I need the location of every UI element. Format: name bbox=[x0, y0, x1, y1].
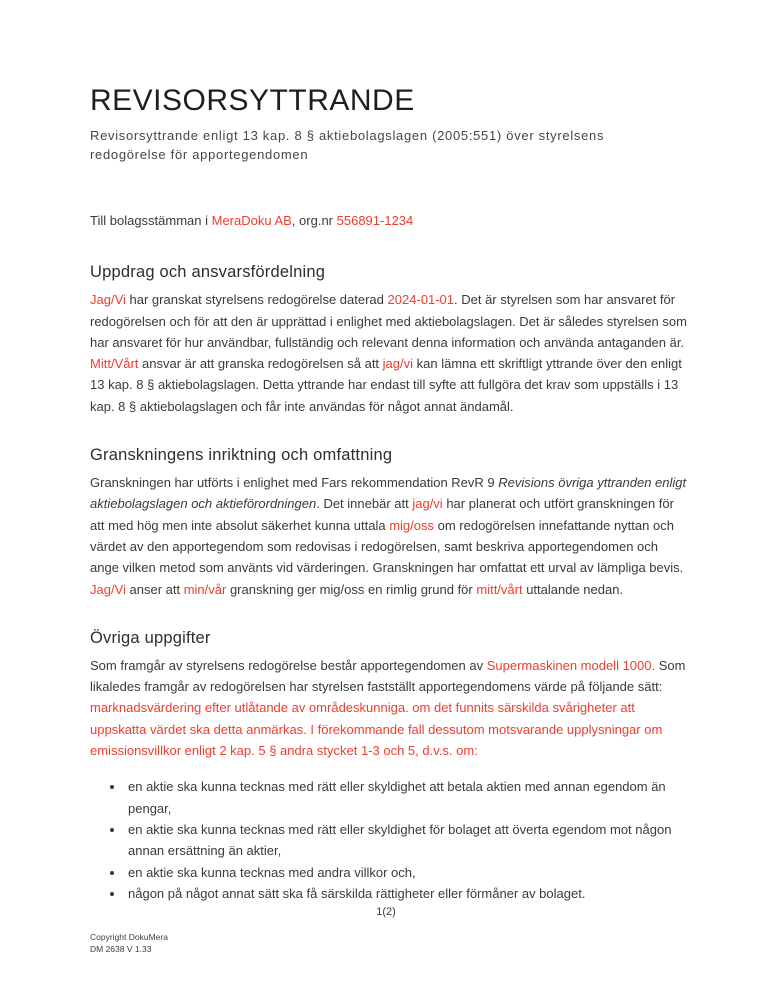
text-run: en aktie ska kunna tecknas med rätt eller skyldighet för bolaget att överta egendom mot någon annan ersättning än aktier, bbox=[128, 821, 672, 859]
text-run: anser att bbox=[125, 581, 184, 597]
text-run: Revisions övriga yttranden enligt aktiebolagslagen och aktieförordningen bbox=[90, 475, 687, 512]
list-item bbox=[125, 776, 688, 819]
text-run: kan lämna ett skriftligt yttrande över den enligt 13 kap. 8 § aktiebolagslagen. Detta yttrande har endast till syfte att fullgöra det krav som uppställs i 13 kap. 8 § aktiebolagslagen och får inte användas för något annat ändamål. bbox=[90, 356, 682, 414]
section-granskning bbox=[90, 446, 688, 600]
text-run: jag/vi bbox=[382, 356, 414, 372]
text-run: . Det är styrelsen som har ansvaret för redogörelsen och för att den är upprättad i enlighet med aktiebolagslagen. Det är således styrelsen som har ansvaret för hur användbar, fullständig och relevant denna information och använda antaganden är. bbox=[90, 292, 687, 350]
text-run: 2024-01-01 bbox=[387, 292, 454, 308]
text-run: Som framgår av styrelsens redogörelse består apportegendomen av bbox=[90, 657, 487, 673]
text-run: en aktie ska kunna tecknas med rätt eller skyldighet att betala aktien med annan egendom än pengar, bbox=[128, 779, 666, 816]
list-item bbox=[125, 883, 688, 904]
text-run: Granskningen har utförts i enlighet med Fars rekommendation RevR 9 bbox=[90, 475, 499, 491]
text-run: Till bolagsstämman i bbox=[90, 212, 212, 228]
text-run: 556891-1234 bbox=[336, 212, 414, 228]
text-run: jag/vi bbox=[412, 496, 443, 512]
paragraph-ovriga bbox=[90, 655, 688, 761]
text-run: om redogörelsen innefattande nyttan och värdet av den apportegendom som redovisas i redogörelsen, samt beskriva apportegendomen och ange vilken metod som använts vid värderingen. Granskningen har omfattat ett urval av lämpliga bevis. bbox=[90, 517, 684, 576]
section-uppdrag bbox=[90, 263, 688, 417]
document-title: REVISORSYTTRANDE bbox=[90, 84, 415, 117]
document-subtitle: Revisorsyttrande enligt 13 kap. 8 § aktiebolagslagen (2005:551) över styrelsens redogörelse för apportegendomen bbox=[90, 127, 605, 162]
document-body bbox=[90, 84, 688, 904]
section-heading-granskning: Granskningens inriktning och omfattning bbox=[90, 446, 393, 465]
text-run: . Det innebär att bbox=[316, 496, 413, 512]
text-run: någon på något annat sätt ska få särskilda rättigheter eller förmåner av bolaget. bbox=[128, 885, 586, 901]
text-run: , org.nr bbox=[291, 212, 337, 228]
text-run: Jag/Vi bbox=[90, 292, 126, 308]
section-heading-uppdrag: Uppdrag och ansvarsfördelning bbox=[90, 263, 326, 282]
conditions-list bbox=[90, 776, 688, 904]
text-run: Supermaskinen modell 1000. bbox=[486, 657, 656, 673]
footer-copyright: Copyright DokuMera bbox=[90, 932, 168, 942]
text-run: ansvar är att granska redogörelsen så att bbox=[138, 356, 383, 372]
footer-doc-id: DM 2638 V 1.33 bbox=[90, 944, 152, 955]
document-footer bbox=[90, 931, 168, 956]
text-run: har planerat och utfört granskningen för att med hög men inte absolut säkerhet kunna uttala bbox=[90, 496, 674, 533]
text-run: en aktie ska kunna tecknas med andra villkor och, bbox=[128, 864, 416, 880]
text-run: uttalande nedan. bbox=[522, 581, 624, 597]
text-run: mig/oss bbox=[389, 517, 434, 533]
section-heading-ovriga: Övriga uppgifter bbox=[90, 628, 211, 647]
page-number: 1(2) bbox=[376, 906, 396, 918]
text-run: Mitt/Vårt bbox=[90, 356, 139, 372]
salutation-line bbox=[90, 211, 688, 232]
text-run: Som likaledes framgår av redogörelsen har styrelsen fastställt apportegendomens värde på följande sätt: bbox=[90, 657, 686, 695]
text-run: mitt/vårt bbox=[476, 581, 523, 597]
paragraph-granskning bbox=[90, 472, 688, 600]
text-run: min/vår bbox=[183, 581, 227, 597]
text-run: Jag/Vi bbox=[90, 581, 126, 597]
text-run: marknadsvärdering efter utlåtande av områdeskunniga. om det funnits särskilda svårigheter att uppskatta värdet ska detta anmärkas. I förekommande fall dessutom motsvarande upplysningar om emissionsvillkor enligt 2 kap. 5 § andra stycket 1-3 och 5, d.v.s. om: bbox=[90, 700, 663, 759]
text-run: granskning ger mig/oss en rimlig grund för bbox=[226, 581, 477, 597]
text-run: MeraDoku AB bbox=[211, 212, 292, 228]
list-item bbox=[125, 819, 688, 862]
list-item bbox=[125, 862, 688, 883]
paragraph-uppdrag bbox=[90, 289, 688, 417]
text-run: har granskat styrelsens redogörelse daterad bbox=[125, 292, 388, 308]
section-ovriga-uppgifter bbox=[90, 629, 688, 904]
